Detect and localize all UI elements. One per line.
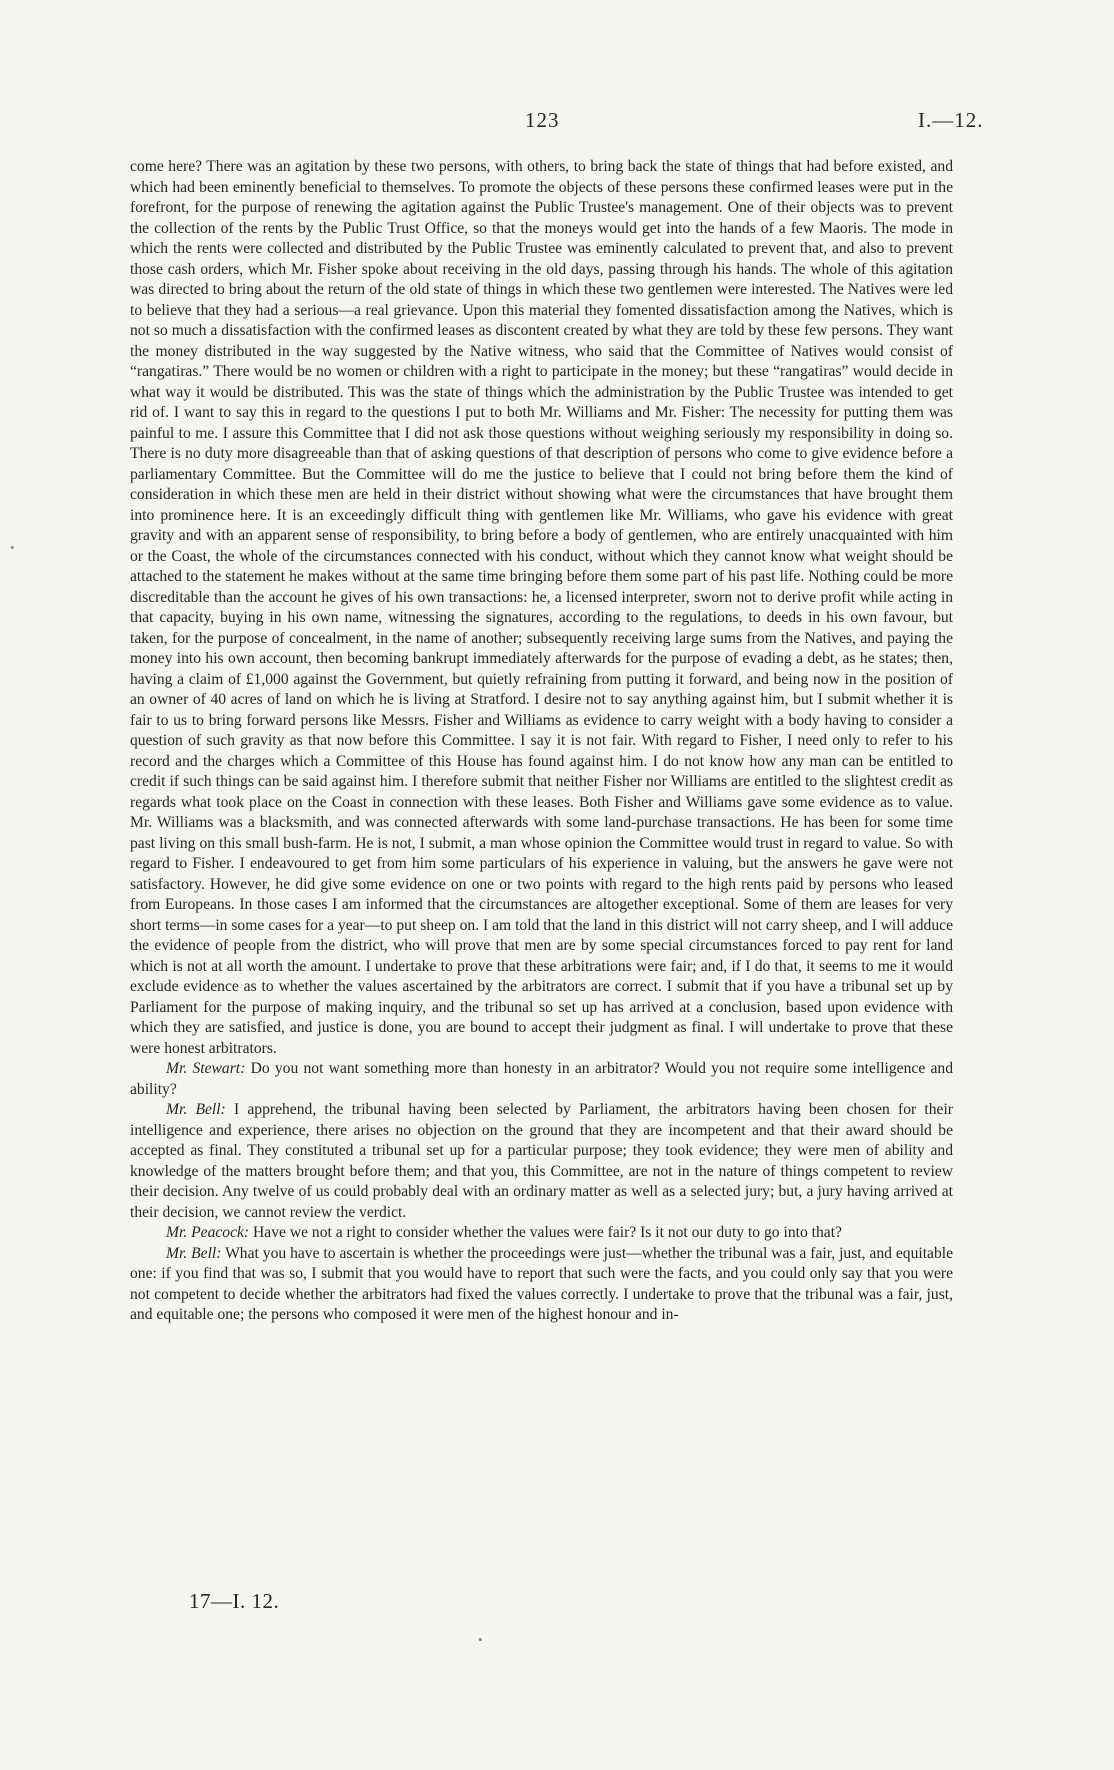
paragraph-1 bbox=[130, 157, 953, 1059]
paragraph-4-text: Have we not a right to consider whether the values were fair? Is it not our duty to go into that? bbox=[253, 1224, 842, 1241]
paragraph-1-text: come here? There was an agitation by these two persons, with others, to bring back the state of things that had before existed, and which had been eminently beneficial to themselves. To promote the objects of these persons these confirmed leases were put in the forefront, for the purpose of renewing the agitation against the Public Trustee's management. One of their objects was to prevent the collection of the rents by the Public Trust Office, so that the moneys would get into the hands of a few Maoris. The mode in which the rents were collected and distributed by the Public Trustee was eminently calculated to prevent that, and also to prevent those cash orders, which Mr. Fisher spoke about receiving in the old days, passing through his hands. The whole of this agitation was directed to bring about the return of the old state of things in which these two gentlemen were interested. The Natives were led to believe that they had a serious—a real grievance. Upon this material they fomented dissatisfaction among the Natives, which is not so much a dissatisfaction with the confirmed leases as discontent created by what they are told by these few persons. They want the money distributed in the way suggested by the Native witness, who said that the Committee of Natives would consist of “rangatiras.” There would be no women or children with a right to participate in the money; but these “rangatiras” would decide in what way it would be distributed. This was the state of things which the administration by the Public Trustee was intended to get rid of. I want to say this in regard to the questions I put to both Mr. Williams and Mr. Fisher: The necessity for putting them was painful to me. I assure this Committee that I did not ask those questions without weighing seriously my responsibility in doing so. There is no duty more disagreeable than that of asking questions of that description of persons who come to give evidence before a parliamentary Committee. But the Committee will do me the justice to believe that I could not bring before them the kind of consideration in which these men are held in their district without showing what were the circumstances that have brought them into prominence here. It is an exceedingly difficult thing with gentlemen like Mr. Williams, who gave his evidence with great gravity and with an apparent sense of responsibility, to bring before a body of gentlemen, who are entirely unacquainted with him or the Coast, the whole of the circumstances connected with his conduct, without which they cannot know what weight should be attached to the statement he makes without at the same time bringing before them some part of his past life. Nothing could be more discreditable than the account he gives of his own transactions: he, a licensed interpreter, sworn not to derive profit while acting in that capacity, buying in his own name, witnessing the signatures, according to the regulations, to deeds in his own favour, but taken, for the purpose of concealment, in the name of another; subsequently receiving large sums from the Natives, and paying the money into his own account, then becoming bankrupt immediately afterwards for the purpose of evading a debt, as he states; then, having a claim of £1,000 against the Government, but quietly refraining from putting it forward, and being now in the position of an owner of 40 acres of land on which he is living at Stratford. I desire not to say anything against him, but I submit whether it is fair to us to bring forward persons like Messrs. Fisher and Williams as evidence to carry weight with a body having to consider a question of such gravity as that now before this Committee. I say it is not fair. With regard to Fisher, I need only to refer to his record and the charges which a Committee of this House has found against him. I do not know how any man can be entitled to credit if such things can be said against him. I therefore submit that neither Fisher nor Williams are entitled to the slightest credit as regards what took place on the Coast in connection with these leases. Both Fisher and Williams gave some evidence as to value. Mr. Williams was a blacksmith, and was connected afterwards with some land-purchase transactions. He has been for some time past living on this small bush-farm. He is not, I submit, a man whose opinion the Committee would trust in regard to value. So with regard to Fisher. I endeavoured to get from him some particulars of his experience in valuing, but the answers he gave were not satisfactory. However, he did give some evidence on one or two points with regard to the high rents paid by persons who leased from Europeans. In those cases I am informed that the circumstances are altogether exceptional. Some of them are leases for very short terms—in some cases for a year—to put sheep on. I am told that the land in this district will not carry sheep, and I will adduce the evidence of people from the district, who will prove that men are by some special circumstances forced to pay rent for land which is not at all worth the amount. I undertake to prove that these arbitrations were fair; and, if I do that, it seems to me it would exclude evidence as to whether the values ascertained by the arbitrators are correct. I submit that if you have a tribunal set up by Parliament for the purpose of making inquiry, and the tribunal so set up has arrived at a conclusion, based upon evidence with which they are satisfied, and justice is done, you are bound to accept their judgment as final. I will undertake to prove that these were honest arbitrators. bbox=[130, 158, 953, 1057]
speaker-5: Mr. Bell: bbox=[166, 1244, 222, 1262]
margin-dot: • bbox=[10, 540, 15, 555]
speaker-4: Mr. Peacock: bbox=[166, 1224, 250, 1241]
signature-mark: 17—I. 12. bbox=[189, 1589, 280, 1613]
paragraph-2 bbox=[130, 1059, 953, 1100]
document-reference: I.—12. bbox=[918, 108, 984, 132]
page-number: 123 bbox=[525, 108, 560, 132]
paragraph-5-text: What you have to ascertain is whether the proceedings were just—whether the tribunal was a fair, just, and equitable one: if you find that was so, I submit that you would have to report that such were the facts, and you could only say that you were not competent to decide whether the arbitrators had fixed the values correctly. I undertake to prove that the tribunal was a fair, just, and equitable one; the persons who composed it were men of the highest honour and in- bbox=[130, 1244, 954, 1323]
paragraph-5 bbox=[130, 1244, 953, 1326]
paragraph-2-text: Do you not want something more than honesty in an arbitrator? Would you not require some intelligence and ability? bbox=[130, 1060, 953, 1098]
paragraph-3 bbox=[130, 1100, 953, 1223]
bottom-dot: • bbox=[478, 1632, 483, 1647]
paragraph-4 bbox=[130, 1223, 953, 1244]
speaker-2: Mr. Stewart: bbox=[166, 1060, 246, 1077]
speaker-3: Mr. Bell: bbox=[166, 1101, 226, 1118]
body-text bbox=[130, 157, 953, 1326]
paragraph-3-text: I apprehend, the tribunal having been selected by Parliament, the arbitrators having been chosen for their intelligence and experience, there arises no objection on the ground that they are incompetent and that their award should be accepted as final. They constituted a tribunal set up for a particular purpose; they took evidence; they were men of ability and knowledge of the matters brought before them; and that you, this Committee, are not in the nature of things competent to review their decision. Any twelve of us could probably deal with an ordinary matter as well as a selected jury; but, a jury having arrived at their decision, we cannot review the verdict. bbox=[130, 1101, 953, 1221]
